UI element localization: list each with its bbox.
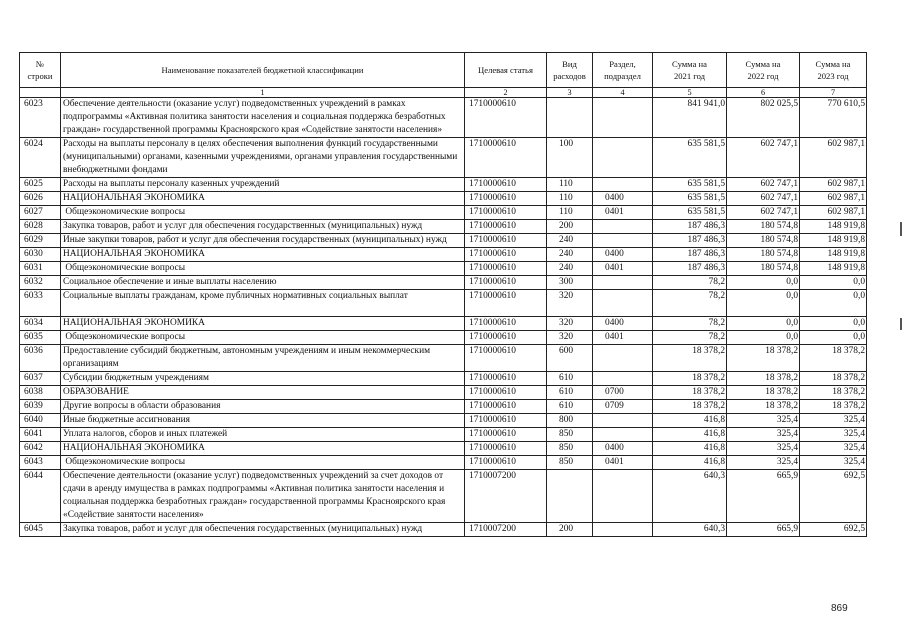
section <box>593 414 653 428</box>
sum-2021: 416,8 <box>653 428 727 442</box>
sum-2022: 18 378,2 <box>727 386 800 400</box>
sum-2022: 325,4 <box>727 414 800 428</box>
indicator-name: НАЦИОНАЛЬНАЯ ЭКОНОМИКА <box>61 442 465 456</box>
column-number-row <box>20 88 867 98</box>
indicator-name: Уплата налогов, сборов и иных платежей <box>61 428 465 442</box>
indicator-name: Общеэкономические вопросы <box>61 262 465 276</box>
section: 0401 <box>593 262 653 276</box>
row-number: 6041 <box>20 428 61 442</box>
section <box>593 178 653 192</box>
sum-2021: 18 378,2 <box>653 372 727 386</box>
table-row <box>20 400 867 414</box>
sum-2023: 18 378,2 <box>800 386 867 400</box>
indicator-name: ОБРАЗОВАНИЕ <box>61 386 465 400</box>
header-target-article: Целевая статья <box>465 53 547 88</box>
target-article: 1710000610 <box>465 192 547 206</box>
section: 0401 <box>593 206 653 220</box>
scan-edge-mark <box>900 318 902 330</box>
row-number: 6039 <box>20 400 61 414</box>
sum-2022: 0,0 <box>727 290 800 317</box>
target-article: 1710000610 <box>465 248 547 262</box>
expense-type: 240 <box>547 234 593 248</box>
section <box>593 290 653 317</box>
table-row <box>20 220 867 234</box>
expense-type: 850 <box>547 428 593 442</box>
target-article: 1710000610 <box>465 220 547 234</box>
column-number: 6 <box>727 88 800 98</box>
sum-2022: 602 747,1 <box>727 192 800 206</box>
table-row <box>20 248 867 262</box>
sum-2022: 665,9 <box>727 523 800 537</box>
indicator-name: Закупка товаров, работ и услуг для обеспечения государственных (муниципальных) нужд <box>61 523 465 537</box>
expense-type: 110 <box>547 178 593 192</box>
table-row <box>20 372 867 386</box>
sum-2021: 187 486,3 <box>653 248 727 262</box>
sum-2022: 325,4 <box>727 456 800 470</box>
indicator-name: Другие вопросы в области образования <box>61 400 465 414</box>
column-number: 5 <box>653 88 727 98</box>
row-number: 6033 <box>20 290 61 317</box>
target-article: 1710000610 <box>465 317 547 331</box>
sum-2022: 325,4 <box>727 428 800 442</box>
expense-type: 610 <box>547 386 593 400</box>
indicator-name: Иные закупки товаров, работ и услуг для обеспечения государственных (муниципальных) нужд <box>61 234 465 248</box>
sum-2022: 802 025,5 <box>727 98 800 138</box>
table-row <box>20 456 867 470</box>
row-number: 6044 <box>20 470 61 523</box>
target-article: 1710007200 <box>465 523 547 537</box>
sum-2021: 78,2 <box>653 276 727 290</box>
section <box>593 98 653 138</box>
indicator-name: Общеэкономические вопросы <box>61 331 465 345</box>
expense-type: 100 <box>547 138 593 178</box>
section: 0401 <box>593 331 653 345</box>
header-sum-2023: Сумма на 2023 год <box>800 53 867 88</box>
row-number: 6038 <box>20 386 61 400</box>
sum-2021: 187 486,3 <box>653 234 727 248</box>
section <box>593 345 653 372</box>
table-row <box>20 523 867 537</box>
row-number: 6036 <box>20 345 61 372</box>
sum-2021: 635 581,5 <box>653 192 727 206</box>
section: 0700 <box>593 386 653 400</box>
row-number: 6045 <box>20 523 61 537</box>
sum-2023: 18 378,2 <box>800 400 867 414</box>
section <box>593 138 653 178</box>
sum-2021: 635 581,5 <box>653 178 727 192</box>
row-number: 6035 <box>20 331 61 345</box>
indicator-name: НАЦИОНАЛЬНАЯ ЭКОНОМИКА <box>61 248 465 262</box>
section: 0709 <box>593 400 653 414</box>
target-article: 1710000610 <box>465 414 547 428</box>
sum-2022: 180 574,8 <box>727 220 800 234</box>
row-number: 6031 <box>20 262 61 276</box>
header-section: Раздел, подраздел <box>593 53 653 88</box>
table-row <box>20 442 867 456</box>
sum-2022: 325,4 <box>727 442 800 456</box>
expense-type: 610 <box>547 372 593 386</box>
sum-2021: 640,3 <box>653 470 727 523</box>
row-number: 6042 <box>20 442 61 456</box>
indicator-name: Расходы на выплаты персоналу в целях обеспечения выполнения функций государственными (муниципальными) органами, казенными учреждениями, органами управления государственными внебюджетными фондами <box>61 138 465 178</box>
sum-2021: 18 378,2 <box>653 400 727 414</box>
target-article: 1710000610 <box>465 386 547 400</box>
sum-2023: 325,4 <box>800 456 867 470</box>
sum-2023: 770 610,5 <box>800 98 867 138</box>
table-row <box>20 317 867 331</box>
section <box>593 523 653 537</box>
indicator-name: Закупка товаров, работ и услуг для обеспечения государственных (муниципальных) нужд <box>61 220 465 234</box>
indicator-name: НАЦИОНАЛЬНАЯ ЭКОНОМИКА <box>61 317 465 331</box>
target-article: 1710000610 <box>465 400 547 414</box>
sum-2023: 325,4 <box>800 414 867 428</box>
table-row <box>20 178 867 192</box>
sum-2022: 180 574,8 <box>727 234 800 248</box>
column-number <box>20 88 61 98</box>
target-article: 1710000610 <box>465 372 547 386</box>
table-row <box>20 470 867 523</box>
expense-type: 320 <box>547 317 593 331</box>
target-article: 1710000610 <box>465 290 547 317</box>
sum-2022: 0,0 <box>727 331 800 345</box>
expense-type <box>547 470 593 523</box>
column-number: 4 <box>593 88 653 98</box>
column-number: 2 <box>465 88 547 98</box>
expense-type: 300 <box>547 276 593 290</box>
table-row <box>20 290 867 317</box>
sum-2022: 18 378,2 <box>727 372 800 386</box>
target-article: 1710000610 <box>465 331 547 345</box>
table-row <box>20 414 867 428</box>
indicator-name: Обеспечение деятельности (оказание услуг) подведомственных учреждений в рамках подпрограммы «Активная политика занятости населения и социальная поддержка безработных граждан» государственной программы Красноярского края «Содействие занятости населения» <box>61 98 465 138</box>
indicator-name: Предоставление субсидий бюджетным, автономным учреждениям и иным некоммерческим организациям <box>61 345 465 372</box>
sum-2022: 180 574,8 <box>727 248 800 262</box>
sum-2021: 78,2 <box>653 317 727 331</box>
expense-type: 610 <box>547 400 593 414</box>
sum-2023: 602 987,1 <box>800 138 867 178</box>
target-article: 1710000610 <box>465 206 547 220</box>
row-number: 6037 <box>20 372 61 386</box>
sum-2021: 78,2 <box>653 331 727 345</box>
expense-type <box>547 98 593 138</box>
header-row <box>20 53 867 88</box>
section <box>593 470 653 523</box>
table-row <box>20 206 867 220</box>
expense-type: 850 <box>547 442 593 456</box>
row-number: 6025 <box>20 178 61 192</box>
row-number: 6030 <box>20 248 61 262</box>
column-number: 1 <box>61 88 465 98</box>
target-article: 1710000610 <box>465 138 547 178</box>
table-row <box>20 234 867 248</box>
table-row <box>20 138 867 178</box>
sum-2021: 416,8 <box>653 456 727 470</box>
target-article: 1710000610 <box>465 428 547 442</box>
expense-type: 320 <box>547 290 593 317</box>
header-sum-2022: Сумма на 2022 год <box>727 53 800 88</box>
budget-table <box>19 52 867 537</box>
row-number: 6028 <box>20 220 61 234</box>
expense-type: 600 <box>547 345 593 372</box>
sum-2022: 665,9 <box>727 470 800 523</box>
sum-2021: 416,8 <box>653 414 727 428</box>
section: 0400 <box>593 192 653 206</box>
budget-document <box>19 52 866 537</box>
target-article: 1710000610 <box>465 178 547 192</box>
sum-2023: 0,0 <box>800 317 867 331</box>
indicator-name: НАЦИОНАЛЬНАЯ ЭКОНОМИКА <box>61 192 465 206</box>
sum-2023: 148 919,8 <box>800 234 867 248</box>
target-article: 1710000610 <box>465 442 547 456</box>
table-row <box>20 331 867 345</box>
sum-2023: 0,0 <box>800 331 867 345</box>
sum-2023: 148 919,8 <box>800 220 867 234</box>
sum-2023: 692,5 <box>800 523 867 537</box>
row-number: 6027 <box>20 206 61 220</box>
header-row-number: № строки <box>20 53 61 88</box>
target-article: 1710000610 <box>465 234 547 248</box>
indicator-name: Общеэкономические вопросы <box>61 206 465 220</box>
header-sum-2021: Сумма на 2021 год <box>653 53 727 88</box>
table-row <box>20 262 867 276</box>
expense-type: 110 <box>547 192 593 206</box>
row-number: 6032 <box>20 276 61 290</box>
sum-2021: 187 486,3 <box>653 220 727 234</box>
table-row <box>20 192 867 206</box>
sum-2023: 18 378,2 <box>800 372 867 386</box>
expense-type: 200 <box>547 220 593 234</box>
sum-2023: 0,0 <box>800 290 867 317</box>
indicator-name: Расходы на выплаты персоналу казенных учреждений <box>61 178 465 192</box>
row-number: 6034 <box>20 317 61 331</box>
sum-2021: 18 378,2 <box>653 345 727 372</box>
indicator-name: Общеэкономические вопросы <box>61 456 465 470</box>
section <box>593 276 653 290</box>
sum-2023: 325,4 <box>800 442 867 456</box>
indicator-name: Иные бюджетные ассигнования <box>61 414 465 428</box>
section <box>593 372 653 386</box>
sum-2022: 602 747,1 <box>727 178 800 192</box>
sum-2022: 602 747,1 <box>727 138 800 178</box>
column-number: 7 <box>800 88 867 98</box>
expense-type: 240 <box>547 248 593 262</box>
header-indicator-name: Наименование показателей бюджетной классификации <box>61 53 465 88</box>
row-number: 6043 <box>20 456 61 470</box>
indicator-name: Субсидии бюджетным учреждениям <box>61 372 465 386</box>
section <box>593 234 653 248</box>
sum-2021: 640,3 <box>653 523 727 537</box>
sum-2021: 187 486,3 <box>653 262 727 276</box>
sum-2023: 602 987,1 <box>800 206 867 220</box>
sum-2022: 0,0 <box>727 276 800 290</box>
target-article: 1710000610 <box>465 345 547 372</box>
header-expense-type: Вид расходов <box>547 53 593 88</box>
target-article: 1710007200 <box>465 470 547 523</box>
table-row <box>20 276 867 290</box>
sum-2023: 602 987,1 <box>800 178 867 192</box>
sum-2023: 325,4 <box>800 428 867 442</box>
sum-2023: 692,5 <box>800 470 867 523</box>
section <box>593 220 653 234</box>
sum-2022: 180 574,8 <box>727 262 800 276</box>
indicator-name: Обеспечение деятельности (оказание услуг) подведомственных учреждений за счет доходов от сдачи в аренду имущества в рамках подпрограммы «Активная политика занятости населения и социальная поддержка безработных граждан» государственной программы Красноярского края «Содействие занятости населения» <box>61 470 465 523</box>
expense-type: 320 <box>547 331 593 345</box>
sum-2023: 18 378,2 <box>800 345 867 372</box>
section: 0400 <box>593 317 653 331</box>
row-number: 6024 <box>20 138 61 178</box>
indicator-name: Социальные выплаты гражданам, кроме публичных нормативных социальных выплат <box>61 290 465 317</box>
sum-2022: 18 378,2 <box>727 345 800 372</box>
table-row <box>20 428 867 442</box>
table-body <box>20 98 867 537</box>
target-article: 1710000610 <box>465 456 547 470</box>
sum-2022: 602 747,1 <box>727 206 800 220</box>
column-number: 3 <box>547 88 593 98</box>
indicator-name: Социальное обеспечение и иные выплаты населению <box>61 276 465 290</box>
row-number: 6040 <box>20 414 61 428</box>
expense-type: 800 <box>547 414 593 428</box>
target-article: 1710000610 <box>465 98 547 138</box>
row-number: 6029 <box>20 234 61 248</box>
sum-2022: 18 378,2 <box>727 400 800 414</box>
page-number: 869 <box>831 603 848 614</box>
scan-edge-mark <box>900 222 902 236</box>
sum-2021: 416,8 <box>653 442 727 456</box>
target-article: 1710000610 <box>465 276 547 290</box>
sum-2023: 0,0 <box>800 276 867 290</box>
expense-type: 850 <box>547 456 593 470</box>
table-row <box>20 98 867 138</box>
table-row <box>20 345 867 372</box>
sum-2023: 148 919,8 <box>800 248 867 262</box>
sum-2022: 0,0 <box>727 317 800 331</box>
table-row <box>20 386 867 400</box>
expense-type: 110 <box>547 206 593 220</box>
sum-2021: 635 581,5 <box>653 138 727 178</box>
sum-2023: 148 919,8 <box>800 262 867 276</box>
sum-2021: 841 941,0 <box>653 98 727 138</box>
section: 0400 <box>593 248 653 262</box>
section: 0400 <box>593 442 653 456</box>
row-number: 6023 <box>20 98 61 138</box>
section <box>593 428 653 442</box>
sum-2021: 635 581,5 <box>653 206 727 220</box>
expense-type: 200 <box>547 523 593 537</box>
target-article: 1710000610 <box>465 262 547 276</box>
expense-type: 240 <box>547 262 593 276</box>
section: 0401 <box>593 456 653 470</box>
row-number: 6026 <box>20 192 61 206</box>
sum-2023: 602 987,1 <box>800 192 867 206</box>
sum-2021: 18 378,2 <box>653 386 727 400</box>
sum-2021: 78,2 <box>653 290 727 317</box>
